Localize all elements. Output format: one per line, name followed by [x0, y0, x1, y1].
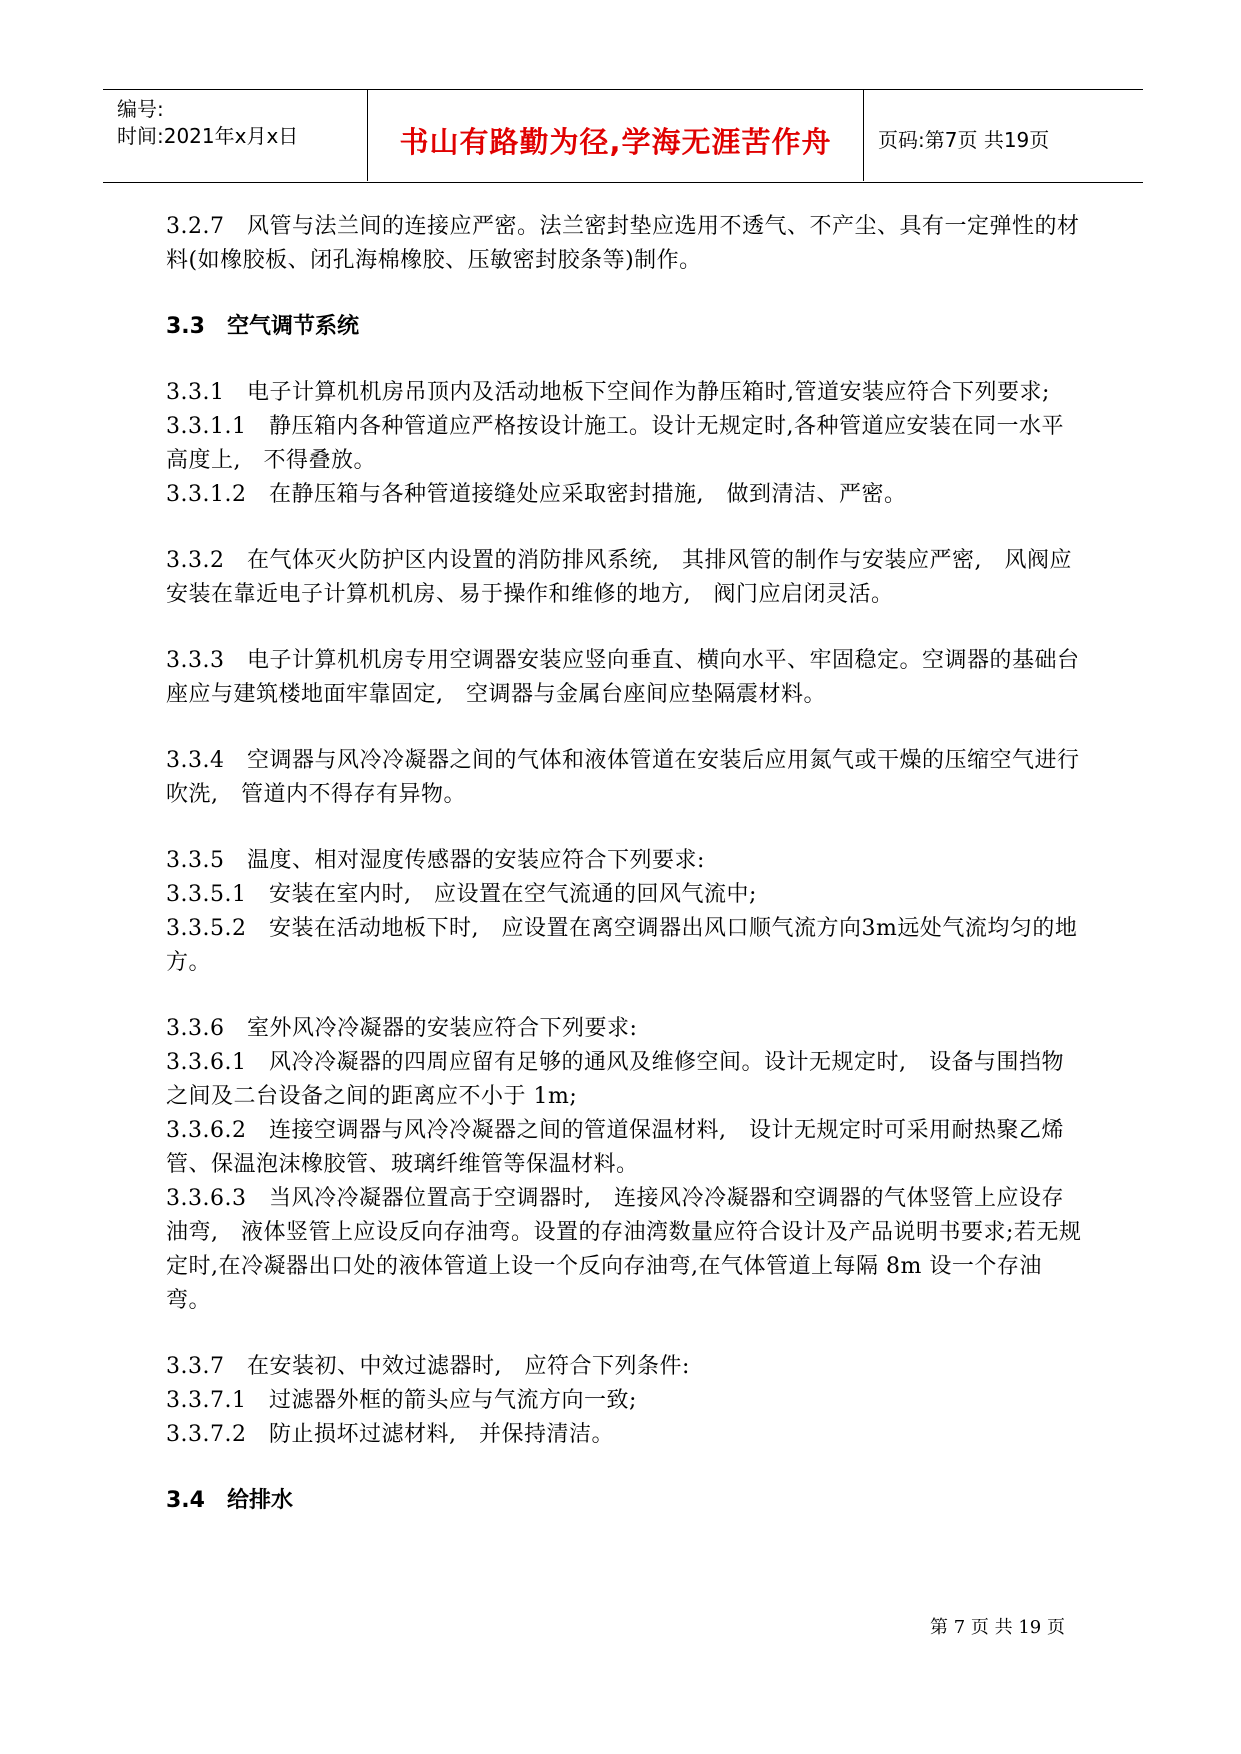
paragraph-3-3-7-1: 3.3.7.1 过滤器外框的箭头应与气流方向一致;: [166, 1388, 637, 1413]
header-left-cell: [103, 90, 368, 181]
header-motto: 书山有路勤为径,学海无涯苦作舟: [399, 125, 832, 159]
paragraph-3-3-1: 3.3.1 电子计算机机房吊顶内及活动地板下空间作为静压箱时,管道安装应符合下列要求;: [166, 380, 1050, 405]
header-middle-cell: [368, 90, 864, 181]
section-heading-3-4: 3.4 给排水: [166, 1488, 293, 1513]
paragraph-3-3-5: 3.3.5 温度、相对湿度传感器的安装应符合下列要求:: [166, 848, 705, 873]
paragraph-3-3-1-2: 3.3.1.2 在静压箱与各种管道接缝处应采取密封措施, 做到清洁、严密。: [166, 482, 907, 507]
page-footer: 第 7 页 共 19 页: [930, 1617, 1065, 1638]
paragraph-3-3-6-1: 3.3.6.1 风冷冷凝器的四周应留有足够的通风及维修空间。设计无规定时, 设备与围挡物之间及二台设备之间的距离应不小于 1m;: [166, 1050, 1064, 1109]
paragraph-3-3-6-2: 3.3.6.2 连接空调器与风冷冷凝器之间的管道保温材料, 设计无规定时可采用耐热聚乙烯管、保温泡沫橡胶管、玻璃纤维管等保温材料。: [166, 1118, 1064, 1177]
paragraph-3-3-2: 3.3.2 在气体灭火防护区内设置的消防排风系统, 其排风管的制作与安装应严密, 风阀应安装在靠近电子计算机机房、易于操作和维修的地方, 阀门应启闭灵活。: [166, 548, 1072, 607]
section-heading-3-3: 3.3 空气调节系统: [166, 314, 359, 339]
paragraph-3-3-5-2: 3.3.5.2 安装在活动地板下时, 应设置在离空调器出风口顺气流方向3m远处气流均匀的地方。: [166, 916, 1078, 975]
paragraph-3-3-3: 3.3.3 电子计算机机房专用空调器安装应竖向垂直、横向水平、牢固稳定。空调器的基础台座应与建筑楼地面牢靠固定, 空调器与金属台座间应垫隔震材料。: [166, 648, 1080, 707]
paragraph-3-3-5-1: 3.3.5.1 安装在室内时, 应设置在空气流通的回风气流中;: [166, 882, 757, 907]
paragraph-3-3-6: 3.3.6 室外风冷冷凝器的安装应符合下列要求:: [166, 1016, 638, 1041]
paragraph-3-3-6-3: 3.3.6.3 当风冷冷凝器位置高于空调器时, 连接风冷冷凝器和空调器的气体竖管上应设存油弯, 液体竖管上应设反向存油弯。设置的存油湾数量应符合设计及产品说明书要求;若无规定时,在冷凝器出口处的液体管道上设一个反向存油弯,在气体管道上每隔 8m 设一个存油弯。: [166, 1186, 1082, 1313]
page-header: [103, 89, 1143, 183]
document-time-label: 时间:2021年x月x日: [117, 124, 299, 148]
header-right-cell: [864, 90, 1143, 181]
paragraph-3-3-1-1: 3.3.1.1 静压箱内各种管道应严格按设计施工。设计无规定时,各种管道应安装在同一水平高度上, 不得叠放。: [166, 414, 1064, 473]
header-page-info: 页码:第7页 共19页: [878, 128, 1050, 152]
paragraph-3-3-4: 3.3.4 空调器与风冷冷凝器之间的气体和液体管道在安装后应用氮气或干燥的压缩空气进行吹洗, 管道内不得存有异物。: [166, 748, 1080, 807]
paragraph-3-3-7-2: 3.3.7.2 防止损坏过滤材料, 并保持清洁。: [166, 1422, 614, 1447]
document-body: [166, 210, 1086, 1518]
document-number-label: 编号:: [117, 97, 164, 121]
paragraph-3-3-7: 3.3.7 在安装初、中效过滤器时, 应符合下列条件:: [166, 1354, 690, 1379]
paragraph-3-2-7: 3.2.7 风管与法兰间的连接应严密。法兰密封垫应选用不透气、不产尘、具有一定弹性的材料(如橡胶板、闭孔海棉橡胶、压敏密封胶条等)制作。: [166, 214, 1080, 273]
